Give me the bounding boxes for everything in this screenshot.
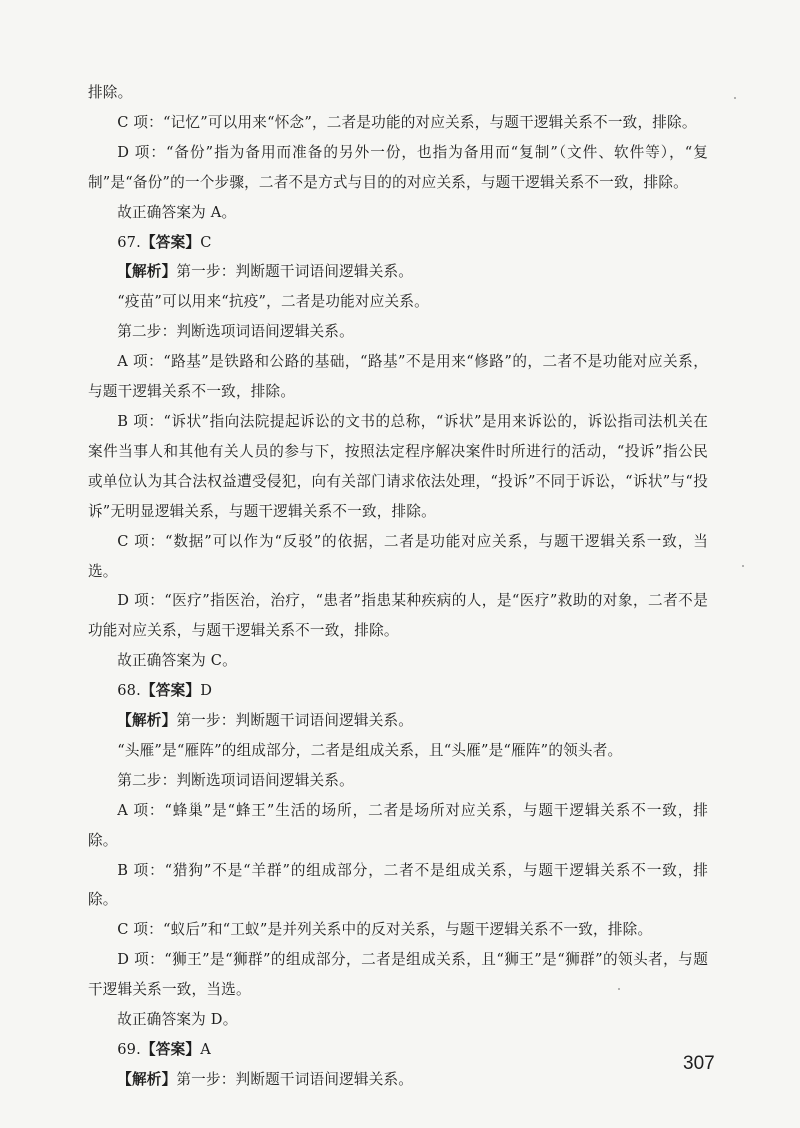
text-span: A 项：“路基”是铁路和公路的基础，“路基”不是用来“修路”的，二者不是功能对应关系，与题干逻辑关系不一致，排除。 xyxy=(88,353,708,401)
answer-tag: 【答案】 xyxy=(141,1041,201,1058)
text-span: B 项：“诉状”指向法院提起诉讼的文书的总称，“诉状”是用来诉讼的，诉讼指司法机关在案件当事人和其他有关人员的参与下，按照法定程序解决案件时所进行的活动，“投诉”指公民或单位认为其合法权益遭受侵犯，向有关部门请求依法处理，“投诉”不同于诉讼，“诉状”与“投诉”无明显逻辑关系，与题干逻辑关系不一致，排除。 xyxy=(88,412,708,520)
text-span: C 项：“数据”可以作为“反驳”的依据，二者是功能对应关系，与题干逻辑关系一致，当选。 xyxy=(88,532,708,580)
text-span: “头雁”是“雁阵”的组成部分，二者是组成关系，且“头雁”是“雁阵”的领头者。 xyxy=(117,741,623,759)
paragraph-option-a xyxy=(88,796,708,856)
paragraph-line xyxy=(88,317,708,347)
text-span: D 项：“医疗”指医治，治疗，“患者”指患某种疾病的人，是“医疗”救助的对象，二者不是功能对应关系，与题干逻辑关系不一致，排除。 xyxy=(88,592,708,640)
text-span: 第一步：判断题干词语间逻辑关系。 xyxy=(176,712,414,730)
paragraph-option-c xyxy=(88,527,708,587)
paragraph-conclusion xyxy=(88,198,708,228)
analysis-line xyxy=(88,1065,708,1095)
analysis-line xyxy=(88,706,708,736)
analysis-tag: 【解析】 xyxy=(117,1070,177,1088)
paragraph-line xyxy=(88,736,708,766)
question-number: 69. xyxy=(117,1041,141,1058)
answer-value: C xyxy=(200,233,212,251)
text-span: 第一步：判断题干词语间逻辑关系。 xyxy=(176,263,414,281)
question-number: 67. xyxy=(117,233,141,251)
paragraph-line xyxy=(88,78,708,108)
paragraph-conclusion xyxy=(88,646,708,676)
scan-speck xyxy=(734,97,736,99)
answer-heading-68 xyxy=(88,676,708,706)
text-span: C 项：“蚁后”和“工蚁”是并列关系中的反对关系，与题干逻辑关系不一致，排除。 xyxy=(117,921,653,939)
answer-tag: 【答案】 xyxy=(141,682,201,700)
answer-tag: 【答案】 xyxy=(141,233,201,251)
text-span: 故正确答案为 D。 xyxy=(117,1011,238,1029)
analysis-tag: 【解析】 xyxy=(117,263,177,281)
text-span: “疫苗”可以用来“抗疫”，二者是功能对应关系。 xyxy=(117,293,429,311)
scan-speck xyxy=(742,565,744,567)
question-number: 68. xyxy=(117,682,141,700)
analysis-line xyxy=(88,257,708,287)
answer-value: D xyxy=(200,682,213,700)
paragraph-option-b xyxy=(88,407,708,527)
text-span: 第二步：判断选项词语间逻辑关系。 xyxy=(117,771,354,789)
text-span: 第二步：判断选项词语间逻辑关系。 xyxy=(117,323,354,341)
paragraph-line xyxy=(88,287,708,317)
text-span: 故正确答案为 A。 xyxy=(117,203,237,221)
page-number: 307 xyxy=(683,1053,715,1074)
text-span: D 项：“备份”指为备用而准备的另外一份，也指为备用而“复制”（文件、软件等），“复制”是“备份”的一个步骤，二者不是方式与目的的对应关系，与题干逻辑关系不一致，排除。 xyxy=(88,143,708,191)
paragraph-option-c xyxy=(88,108,708,138)
text-span: A 项：“蜂巢”是“蜂王”生活的场所，二者是场所对应关系，与题干逻辑关系不一致，排除。 xyxy=(88,801,708,849)
text-span: 第一步：判断题干词语间逻辑关系。 xyxy=(176,1070,414,1088)
paragraph-option-b xyxy=(88,856,708,916)
answer-heading-69 xyxy=(88,1035,708,1065)
paragraph-option-c xyxy=(88,915,708,945)
text-span: C 项：“记忆”可以用来“怀念”，二者是功能的对应关系，与题干逻辑关系不一致，排除。 xyxy=(117,113,697,131)
scan-speck xyxy=(618,988,620,990)
paragraph-option-d xyxy=(88,945,708,1005)
paragraph-line xyxy=(88,766,708,796)
paragraph-option-a xyxy=(88,347,708,407)
paragraph-option-d xyxy=(88,138,708,198)
text-span: 排除。 xyxy=(88,84,133,101)
answer-value: A xyxy=(200,1041,211,1058)
text-span: B 项：“猎狗”不是“羊群”的组成部分，二者不是组成关系，与题干逻辑关系不一致，排除。 xyxy=(88,861,708,909)
analysis-tag: 【解析】 xyxy=(117,712,177,730)
text-span: 故正确答案为 C。 xyxy=(117,652,237,670)
paragraph-conclusion xyxy=(88,1005,708,1035)
text-span: D 项：“狮王”是“狮群”的组成部分，二者是组成关系，且“狮王”是“狮群”的领头者，与题干逻辑关系一致，当选。 xyxy=(88,951,708,999)
answer-heading-67 xyxy=(88,228,708,258)
paragraph-option-d xyxy=(88,586,708,646)
